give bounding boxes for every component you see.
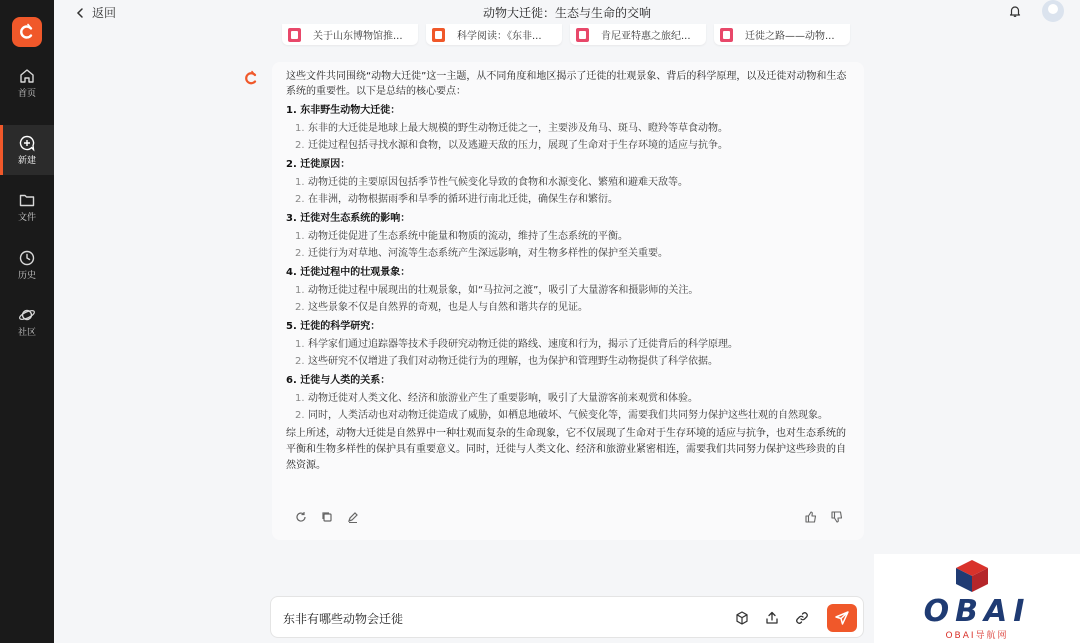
list-item: 2. 迁徙过程包括寻找水源和食物，以及逃避天敌的压力，展现了生命对于生存环境的适应与抗争。 (295, 140, 728, 151)
section-heading: 5. 迁徙的科学研究： (286, 321, 381, 332)
list-item: 2. 这些景象不仅是自然界的奇观，也是人与自然和谐共存的见证。 (295, 302, 588, 313)
reference-title: 科学阅读：《东非... (457, 31, 542, 42)
list-item: 2. 在非洲，动物根据雨季和旱季的循环进行南北迁徙，确保生存和繁衍。 (295, 194, 618, 205)
document-icon (288, 28, 301, 42)
answer-summary: 综上所述，动物大迁徙是自然界中一种壮观而复杂的生命现象，它不仅展现了生命对于生存环境的适应与抗争，也对生态系统的平衡和生物多样性的保护具有重要意义。同时，迁徙与人类文化、经济和旅游业紧密相连，需要我们共同努力保护这些珍贵的自然资源。 (286, 428, 846, 471)
reference-title: 迁徙之路——动物... (745, 31, 835, 42)
list-item: 1. 东非的大迁徙是地球上最大规模的野生动物迁徙之一，主要涉及角马、斑马、瞪羚等草食动物。 (295, 123, 728, 134)
cube-icon[interactable] (734, 610, 750, 626)
new-chat-icon (18, 134, 36, 152)
watermark-subtitle: OBAI导航网 (945, 631, 1009, 641)
refresh-icon (294, 510, 308, 524)
link-icon[interactable] (794, 610, 810, 626)
top-bar (54, 0, 1080, 24)
back-label: 返回 (92, 6, 117, 20)
section-heading: 3. 迁徙对生态系统的影响： (286, 213, 411, 224)
home-icon (18, 67, 36, 85)
send-icon (834, 610, 850, 626)
sidebar-item-label: 文件 (17, 213, 36, 223)
reference-list (279, 24, 863, 48)
sidebar (0, 0, 54, 643)
section-heading: 4. 迁徙过程中的壮观景象： (286, 267, 411, 278)
document-icon (576, 28, 589, 42)
planet-icon (18, 306, 36, 324)
list-item: 2. 同时，人类活动也对动物迁徙造成了威胁，如栖息地破坏、气候变化等，需要我们共同努力保护这些壮观的自然现象。 (295, 410, 828, 421)
assistant-answer (272, 62, 864, 540)
list-item: 2. 这些研究不仅增进了我们对动物迁徙行为的理解，也为保护和管理野生动物提供了科学依据。 (295, 356, 718, 367)
sidebar-item-label: 历史 (17, 271, 36, 281)
page-title: 动物大迁徙：生态与生命的交响 (482, 6, 651, 20)
section-heading: 1. 东非野生动物大迁徙： (286, 105, 401, 116)
copy-icon (320, 510, 334, 524)
pencil-icon (346, 510, 360, 524)
sidebar-item-history[interactable] (0, 240, 54, 290)
dislike-button[interactable] (830, 509, 844, 523)
reference-chip[interactable] (282, 24, 418, 45)
document-icon (720, 28, 733, 42)
copy-button[interactable] (320, 509, 334, 523)
sidebar-item-label: 首页 (17, 89, 36, 99)
regenerate-button[interactable] (294, 509, 308, 523)
assistant-logo-icon (243, 70, 259, 86)
sidebar-item-files[interactable] (0, 182, 54, 232)
app-logo[interactable] (12, 17, 42, 47)
sidebar-item-community[interactable] (0, 297, 54, 347)
folder-icon (18, 191, 36, 209)
sidebar-item-label: 新建 (17, 156, 36, 166)
avatar[interactable] (1042, 0, 1064, 22)
clock-icon (18, 249, 36, 267)
chat-input-box[interactable] (270, 596, 864, 638)
like-button[interactable] (804, 509, 818, 523)
list-item: 1. 动物迁徙促进了生态系统中能量和物质的流动，维持了生态系统的平衡。 (295, 231, 628, 242)
reference-chip[interactable] (426, 24, 562, 45)
list-item: 2. 迁徙行为对草地、河流等生态系统产生深远影响，对生物多样性的保护至关重要。 (295, 248, 668, 259)
sidebar-item-home[interactable] (0, 58, 54, 108)
reference-title: 关于山东博物馆推... (313, 31, 403, 42)
sidebar-item-label: 社区 (17, 328, 36, 338)
section-heading: 6. 迁徙与人类的关系： (286, 375, 391, 386)
reference-title: 肯尼亚特惠之旅纪... (601, 31, 691, 42)
watermark (874, 554, 1080, 643)
sidebar-item-new[interactable] (0, 125, 54, 175)
list-item: 1. 动物迁徙的主要原因包括季节性气候变化导致的食物和水源变化、繁殖和避难天敌等。 (295, 177, 688, 188)
watermark-cube-logo (952, 558, 992, 594)
thumbs-up-icon (804, 510, 818, 524)
thumbs-down-icon (830, 510, 844, 524)
reference-chip[interactable] (714, 24, 850, 45)
list-item: 1. 科学家们通过追踪器等技术手段研究动物迁徙的路线、速度和行为，揭示了迁徙背后的科学原理。 (295, 339, 738, 350)
bell-icon[interactable] (1008, 4, 1022, 18)
list-item: 1. 动物迁徙过程中展现出的壮观景象，如“马拉河之渡”，吸引了大量游客和摄影师的关注。 (295, 285, 699, 296)
section-heading: 2. 迁徙原因： (286, 159, 351, 170)
watermark-title: OBAI (923, 594, 1031, 629)
answer-intro: 这些文件共同围绕“动物大迁徙”这一主题，从不同角度和地区揭示了迁徙的壮观景象、背后的科学原理，以及迁徙对动物和生态系统的重要性。以下是总结的核心要点： (286, 71, 847, 97)
edit-button[interactable] (346, 509, 360, 523)
list-item: 1. 动物迁徙对人类文化、经济和旅游业产生了重要影响，吸引了大量游客前来观赏和体验。 (295, 393, 698, 404)
send-button[interactable] (827, 604, 857, 632)
reference-chip[interactable] (570, 24, 706, 45)
document-icon (432, 28, 445, 42)
upload-icon[interactable] (764, 610, 780, 626)
chat-input[interactable]: 东非有哪些动物会迁徙 (283, 612, 404, 626)
answer-actions (288, 509, 848, 525)
